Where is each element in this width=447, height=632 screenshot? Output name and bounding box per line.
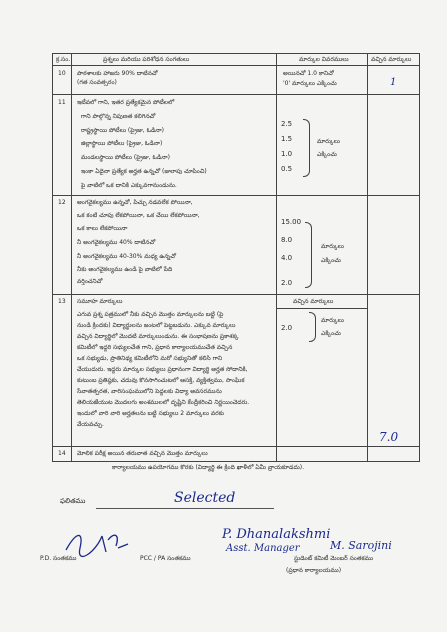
row-text: తెలియజేయుట మొదలగు అంశములలో దృష్టిని కేంద్రీకరించి నిర్ణయించెదరు. xyxy=(77,399,250,406)
score-value: 2.5 xyxy=(281,120,293,128)
result-line xyxy=(96,508,274,509)
column-divider xyxy=(71,54,72,461)
row-number: 10 xyxy=(58,70,66,77)
row-divider xyxy=(53,65,419,66)
row-text: సేవాతత్పరత, వారిసంఘములోని పెద్దలకు విద్యా అవసరమును xyxy=(77,388,222,395)
row-text: వచ్చిన విద్యార్థిలో మొదటి మార్కులుండును. ఈ సంభాషణను ప్రకాశక్క xyxy=(77,333,239,340)
row-text: నీ అంగవైకల్యము 40-30% మధ్య ఉన్నచో xyxy=(77,253,176,260)
brace-label: ఎక్కించు xyxy=(317,151,337,158)
row-number: 12 xyxy=(58,199,66,206)
row-text: ఇంకా ఏదైనా ప్రత్యేక అర్హత ఉన్నచో (జులాపు చూపించి) xyxy=(81,168,207,175)
row-text: వేయవచ్చు. xyxy=(77,421,104,428)
row-text: చేయుదురు. ఇద్దరు మార్కుల సభ్యులు ప్రధానంగా విద్యార్థి అర్హత సోదానికి, xyxy=(77,366,248,373)
brace-label: మార్కులు xyxy=(321,243,344,250)
row-text: కమిటీలో ఇద్దరి సభ్యులచేత గాని, ప్రధాన కార్యాలయముచేత వచ్చిన xyxy=(77,344,233,351)
row-text: ఇటీవలో గాని, ఇతర ప్రత్యేకమైన పోటీలలో xyxy=(77,99,175,106)
row-text: అంగవైకల్యము ఉన్నచో, పిచ్చు నడవలేక పోయినా, xyxy=(77,199,193,206)
row-text: ఒక సభ్యుడు, ప్రాతినిథ్య కమిటీలోని మరో సభ్యునితో కలిసి గాని xyxy=(77,355,223,362)
header-sno: క్ర.సం. xyxy=(56,56,71,63)
result-value: Selected xyxy=(174,490,236,506)
row-text: వర్తించనిచో xyxy=(77,278,103,285)
row-detail-title: వచ్చిన మార్కులు xyxy=(293,298,334,305)
score-value: 2.0 xyxy=(281,324,293,332)
header-marks: వచ్చిన మార్కులు xyxy=(371,56,412,63)
result-label: ఫలితము xyxy=(60,497,86,505)
brace-icon xyxy=(303,119,310,177)
row-divider xyxy=(276,308,367,309)
row-divider xyxy=(53,294,419,295)
brace-label: మార్కులు xyxy=(317,138,340,145)
brace-label: ఎక్కించు xyxy=(321,330,341,337)
header-questions: ప్రశ్నలు మరియు పరిశోధన సంగతులు xyxy=(103,56,190,63)
evaluation-table xyxy=(52,53,420,462)
row-text: జిల్లాస్థాయి పోటీలు (ప్రైజు, ఓడినా) xyxy=(81,140,163,147)
row-text: నీకు అంగవైకల్యము ఉండి పై వాటిలో పేది xyxy=(77,266,173,273)
row-marks: 1 xyxy=(390,77,397,88)
office-label: (ప్రధాన కార్యాలయము) xyxy=(286,567,342,574)
score-value: 1.5 xyxy=(281,135,293,143)
row-text: (గత సంవత్సరం) xyxy=(77,79,117,86)
committee-signature-label: స్టుడెంట్ కమిటీ మెంబర్ సంతకము xyxy=(294,555,374,562)
brace-icon xyxy=(309,312,316,342)
row-text: మోలిక పరీక్ష అయిన తరువాత వచ్చిన మొత్తం మార్కులు xyxy=(77,450,208,457)
brace-label: ఎక్కించు xyxy=(321,257,341,264)
brace-icon xyxy=(305,222,312,288)
row-title: సమూహ మార్కులు xyxy=(77,298,123,305)
row-text: నీ అంగవైకల్యము 40% దాటినచో xyxy=(77,239,156,246)
score-value: 2.0 xyxy=(281,279,293,287)
score-value: 8.0 xyxy=(281,236,293,244)
row-number: 13 xyxy=(58,298,66,305)
row-text: కుటుంబ ప్రతిష్ఠకు, చదువు కొనసాగించుటలో ఆసక్తి, వ్యక్తిత్వము, సాంఘిక xyxy=(77,377,245,384)
column-divider xyxy=(367,54,368,461)
row-divider xyxy=(53,195,419,196)
office-use-note: కార్యాలయము ఉపయోగము కొరకు (విద్యార్థి ఈ క్రింది ఖాళీలో ఏమీ వ్రాయకూడదు). xyxy=(112,464,305,471)
column-divider xyxy=(276,54,277,461)
score-value: 1.0 xyxy=(281,150,293,158)
row-detail: అయినచో 1.0 కానిచో xyxy=(283,70,334,77)
row-text: రాష్ట్రస్థాయి పోటీలు (ప్రైజు, ఓడినా) xyxy=(81,127,164,134)
row-text: ఒక కంటి చూపు లేకపోయినా, ఒక చేయి లేకపోయినా, xyxy=(77,212,200,219)
score-value: 4.0 xyxy=(281,254,293,262)
score-value: 15.00 xyxy=(281,218,302,226)
row-text: పాఠశాలకు హాజరు 90% దాటినచో xyxy=(77,70,158,77)
pcc-signature-label: PCC / PA సంతకము xyxy=(140,555,191,562)
row-divider xyxy=(53,94,419,95)
brace-label: మార్కులు xyxy=(321,317,344,324)
row-number: 11 xyxy=(58,99,66,106)
handwritten-name-2: M. Sarojini xyxy=(330,539,392,552)
row-text: గాని పాల్గొన్న నిపుణత కలిగినచో xyxy=(81,113,156,120)
row-text: పై వాటిలో ఒక దానికి ఎక్కువగానుండును. xyxy=(81,182,177,189)
handwritten-designation: Asst. Manager xyxy=(226,543,300,554)
score-value: 0.5 xyxy=(281,165,293,173)
handwritten-name-1: P. Dhanalakshmi xyxy=(222,527,331,542)
row-text: మండలస్థాయి పోటీలు (ప్రైజు, ఓడినా) xyxy=(81,154,170,161)
row-text: ఒక కాలు లేకపోయినా xyxy=(77,225,128,232)
row-text: నుండి క్రిందకు) విద్యార్థులను జంటలో పెట్టబడును. ఎక్కువ మార్కులు xyxy=(77,322,236,329)
row-divider xyxy=(53,446,419,447)
row-text: ఇందులో వారి వారి అర్హతలను బట్టి సభ్యులు 2 మార్కులు వరకు xyxy=(77,410,224,417)
row-detail: '0' మార్కులు ఎక్కించు xyxy=(283,80,337,87)
row-marks: 7.0 xyxy=(379,430,399,444)
row-text: ఎగువ ప్రశ్న పత్రములో నీకు వచ్చిన మొత్తం మార్కులను బట్టి (పై xyxy=(77,311,224,318)
header-details: మార్కుల వివరములు xyxy=(299,56,349,63)
row-number: 14 xyxy=(58,450,66,457)
pd-signature-label: P.D. సంతకము xyxy=(40,555,77,562)
